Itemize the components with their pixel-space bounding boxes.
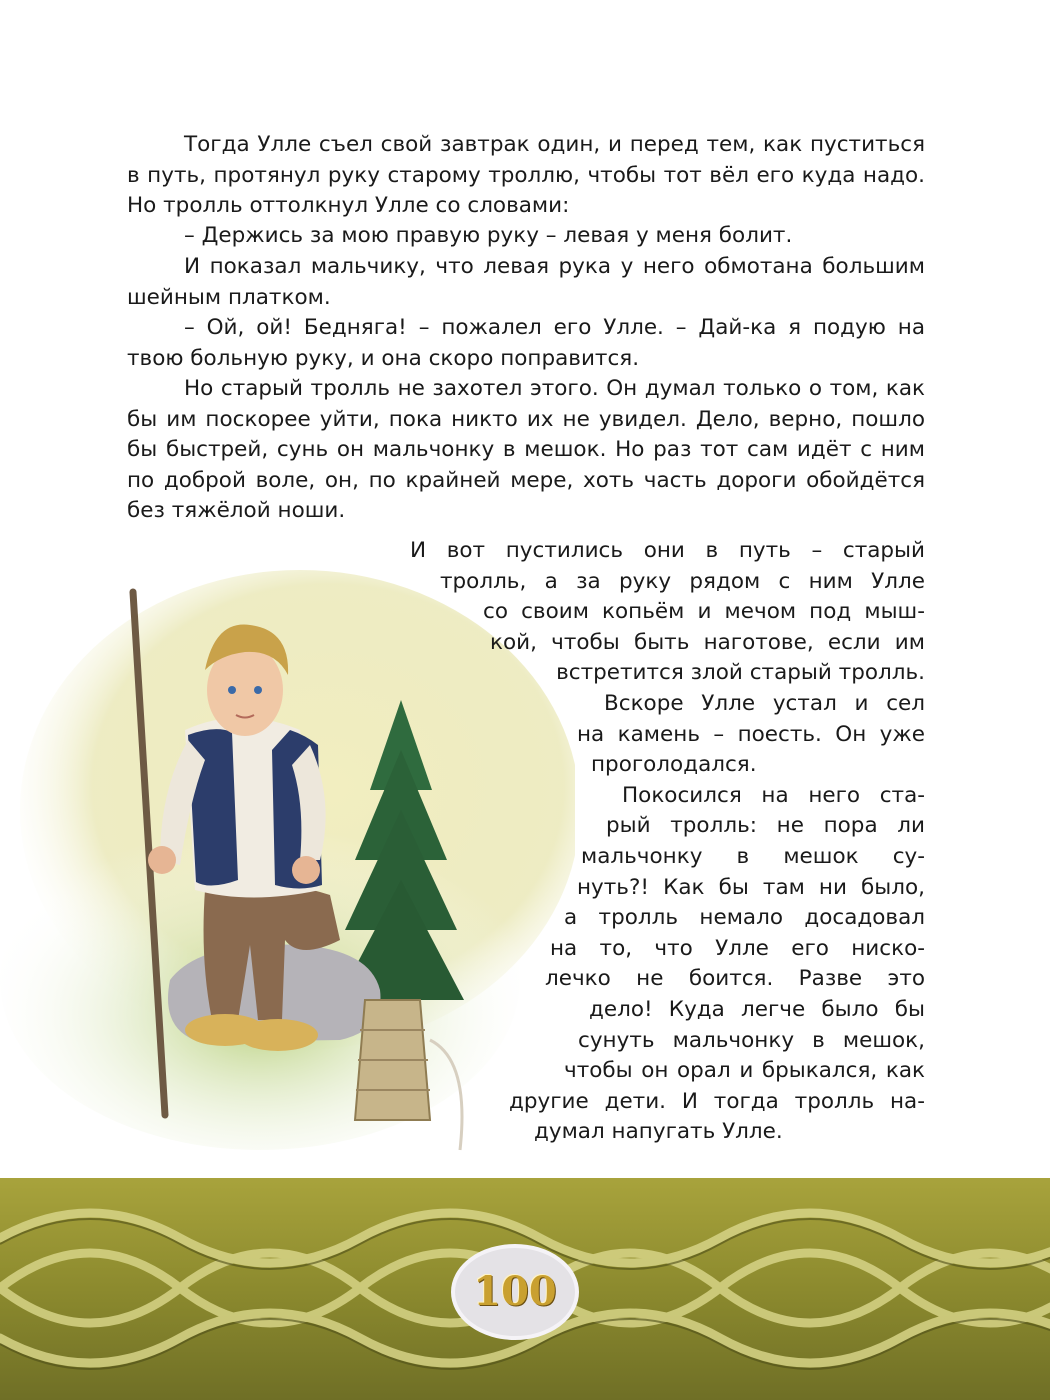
text-line: дело! Куда легче было бы [589, 996, 925, 1022]
text-line: другие дети. И тогда тролль на- [509, 1088, 925, 1114]
paragraph-3: И показал мальчику, что левая рука у него обмотана большим шейным платком. [127, 254, 925, 310]
left-hand [148, 846, 176, 874]
text-line: чтобы он орал и брыкался, как [564, 1058, 925, 1084]
text-line: кой, чтобы быть наготове, если им [490, 629, 925, 655]
paragraph-1: Тогда Улле съел свой завтрак один, и перед тем, как пуститься в путь, протянул руку старому троллю, чтобы тот вёл его куда надо. Но тролль оттолкнул Улле со словами: [127, 132, 925, 219]
text-line: на то, что Улле его ниско- [550, 935, 925, 961]
wrapped-text [200, 536, 925, 1148]
paragraph-4: – Ой, ой! Бедняга! – пожалел его Улле. – Дай-ка я подую на твою больную руку, и она скоро поправится. [127, 315, 925, 371]
text-line: на камень – поесть. Он уже [577, 721, 925, 747]
text-line: рый тролль: не пора ли [606, 813, 925, 839]
text-line: проголодался. [591, 752, 757, 778]
page-number: 100 [473, 1268, 557, 1315]
text-line: нуть?! Как бы там ни было, [577, 874, 925, 900]
text-line: сунуть мальчонку в мешок, [578, 1027, 925, 1053]
text-line: думал напугать Улле. [534, 1119, 783, 1145]
text-line: И вот пустились они в путь – старый [410, 538, 925, 563]
text-line: со своим копьём и мечом под мыш- [483, 599, 925, 625]
text-line: Покосился на него ста- [622, 782, 925, 808]
paragraph-5: Но старый тролль не захотел этого. Он думал только о том, как бы им поскорее уйти, пока никто их не увидел. Дело, верно, пошло бы быстрей, сунь он мальчонку в мешок. Но раз тот сам идёт с ним по доброй воле, он, по крайней мере, хоть часть дороги обойдётся без тяжёлой ноши. [127, 376, 925, 524]
text-line: встретится злой старый тролль. [556, 660, 925, 686]
text-line: мальчонку в мешок су- [581, 843, 925, 869]
text-line: Вскоре Улле устал и сел [604, 690, 925, 716]
text-line: а тролль немало досадовал [564, 905, 925, 931]
text-line: тролль, а за руку рядом с ним Улле [440, 568, 925, 594]
paragraph-2: – Держись за мою правую руку – левая у меня болит. [184, 223, 793, 248]
text-line: лечко не боится. Разве это [545, 966, 925, 992]
